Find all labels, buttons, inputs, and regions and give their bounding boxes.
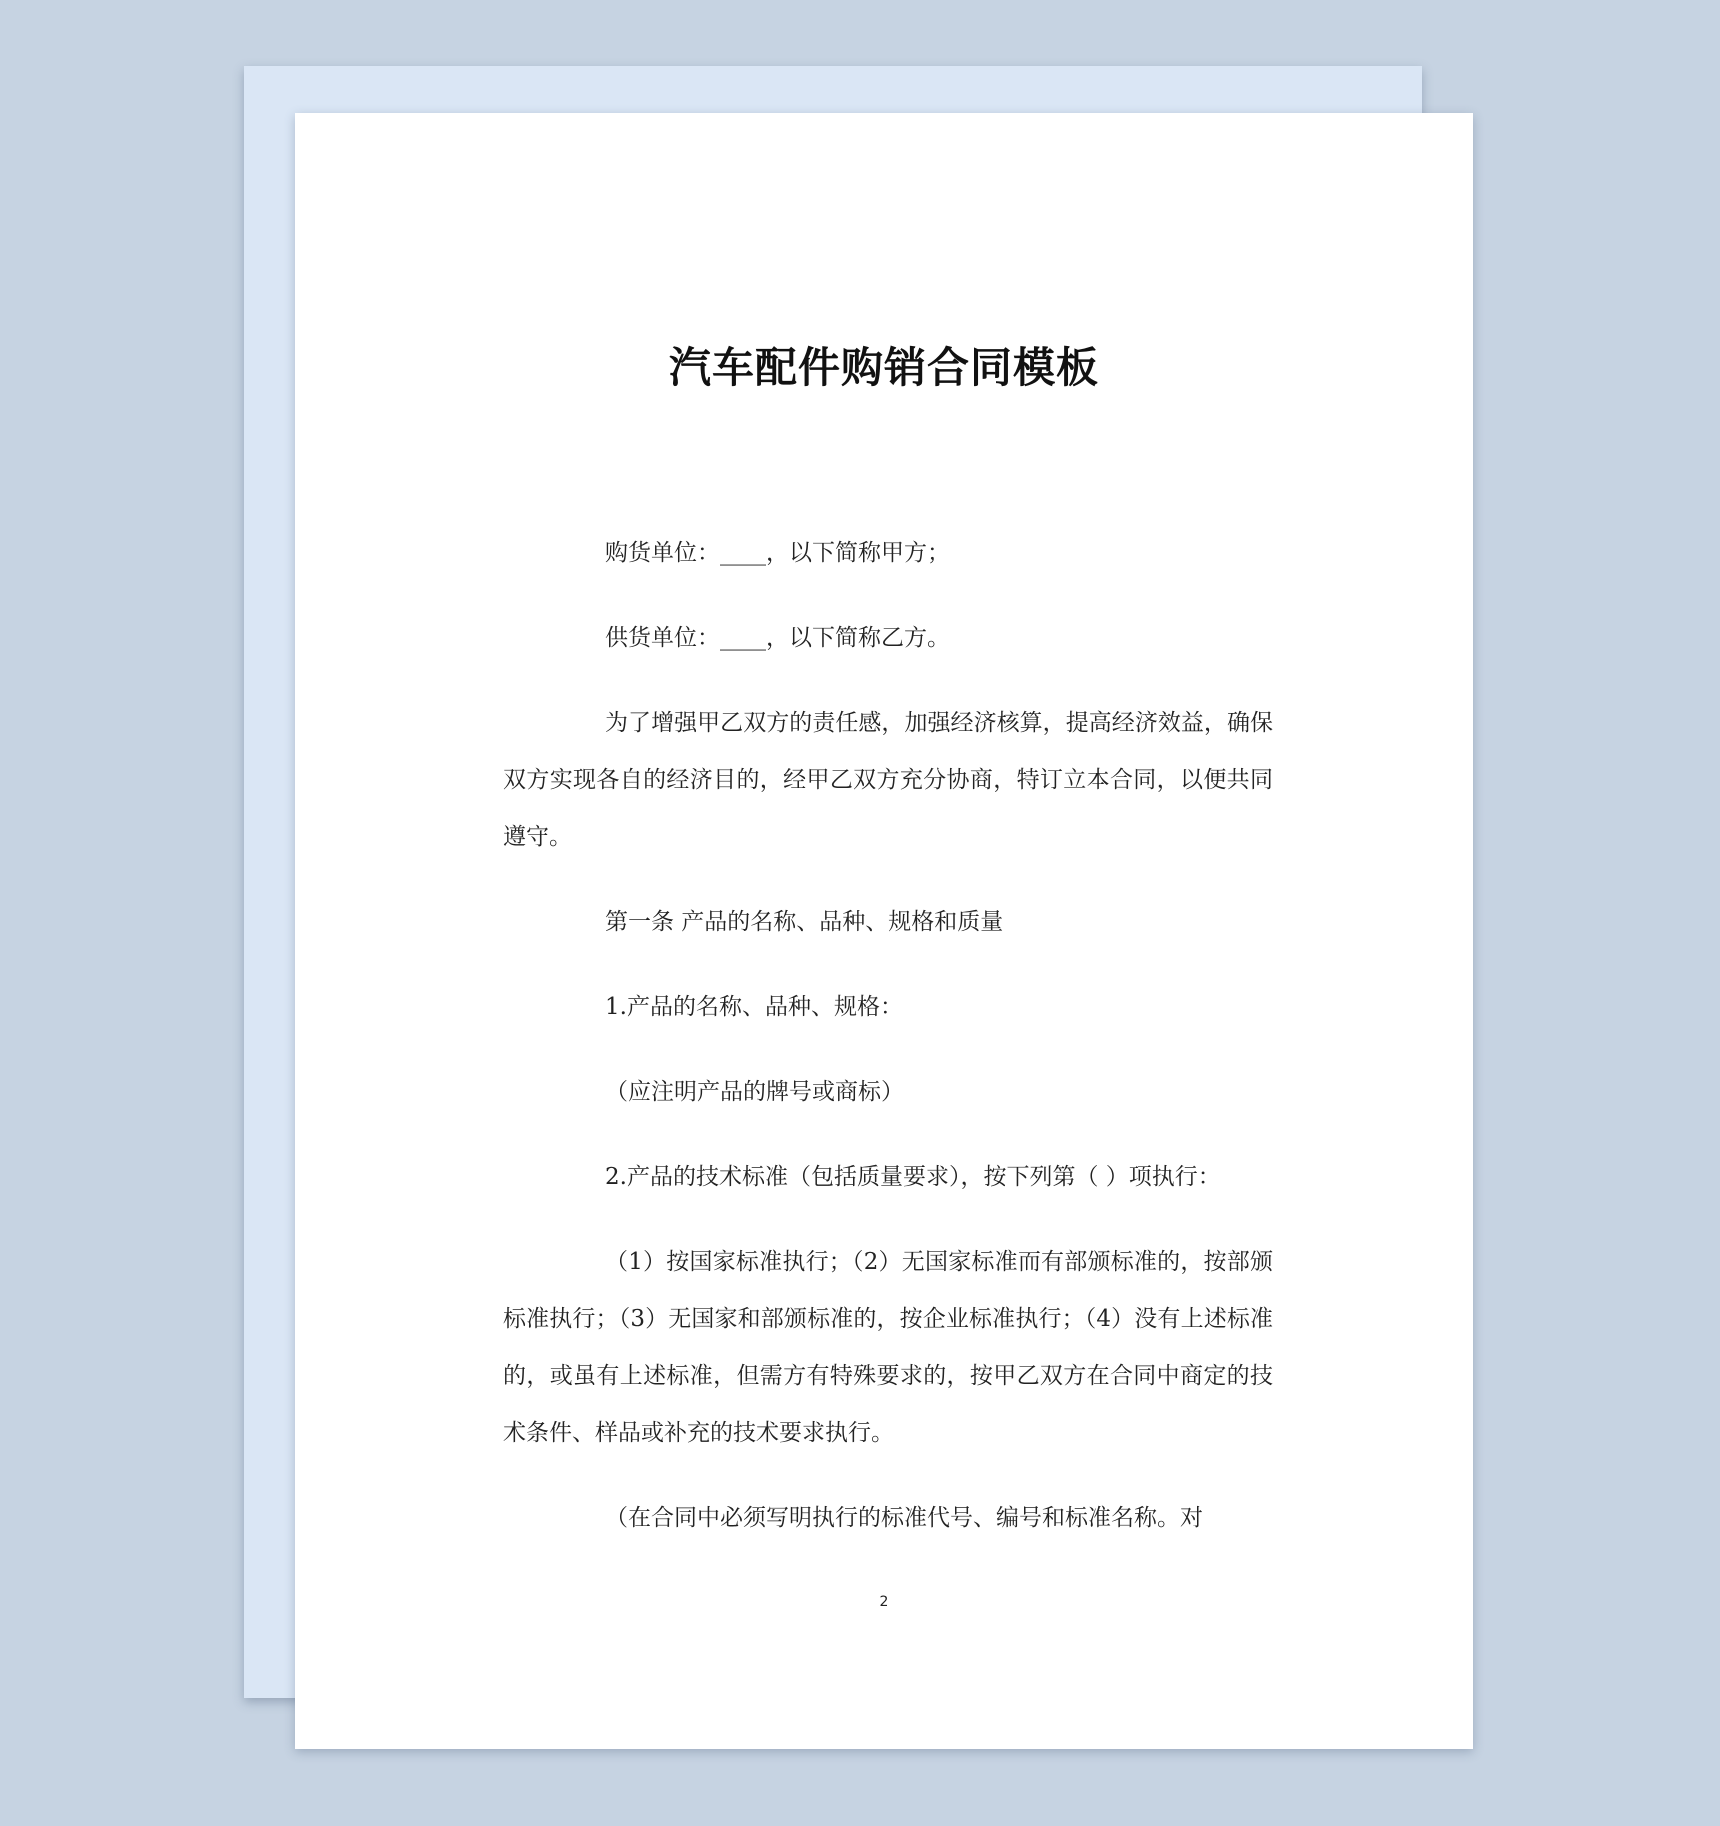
standards-note-paragraph: （在合同中必须写明执行的标准代号、编号和标准名称。对: [605, 1505, 1203, 1531]
article-one-heading: 第一条 产品的名称、品种、规格和质量: [605, 909, 1004, 935]
supplier-line: 供货单位：____，以下简称乙方。: [605, 625, 950, 651]
clause-2-line: 2.产品的技术标准（包括质量要求），按下列第（ ）项执行：: [605, 1164, 1221, 1190]
preamble-paragraph: 为了增强甲乙双方的责任感，加强经济核算，提高经济效益，确保双方实现各自的经济目的，经甲乙双方充分协商，特订立本合同，以便共同遵守。: [503, 710, 1273, 850]
standards-paragraph: （1）按国家标准执行；（2）无国家标准而有部颁标准的，按部颁标准执行；（3）无国家和部颁标准的，按企业标准执行；（4）没有上述标准的，或虽有上述标准，但需方有特殊要求的，按甲乙双方在合同中商定的技术条件、样品或补充的技术要求执行。: [503, 1249, 1273, 1446]
buyer-line: 购货单位：____，以下简称甲方；: [605, 540, 950, 566]
clause-1-note: （应注明产品的牌号或商标）: [605, 1079, 904, 1105]
page-number: 2: [879, 1594, 889, 1610]
clause-1-line: 1.产品的名称、品种、规格：: [605, 994, 903, 1020]
document-body: [503, 525, 1273, 1575]
document-page: [295, 113, 1473, 1749]
document-title: 汽车配件购销合同模板: [668, 343, 1099, 392]
